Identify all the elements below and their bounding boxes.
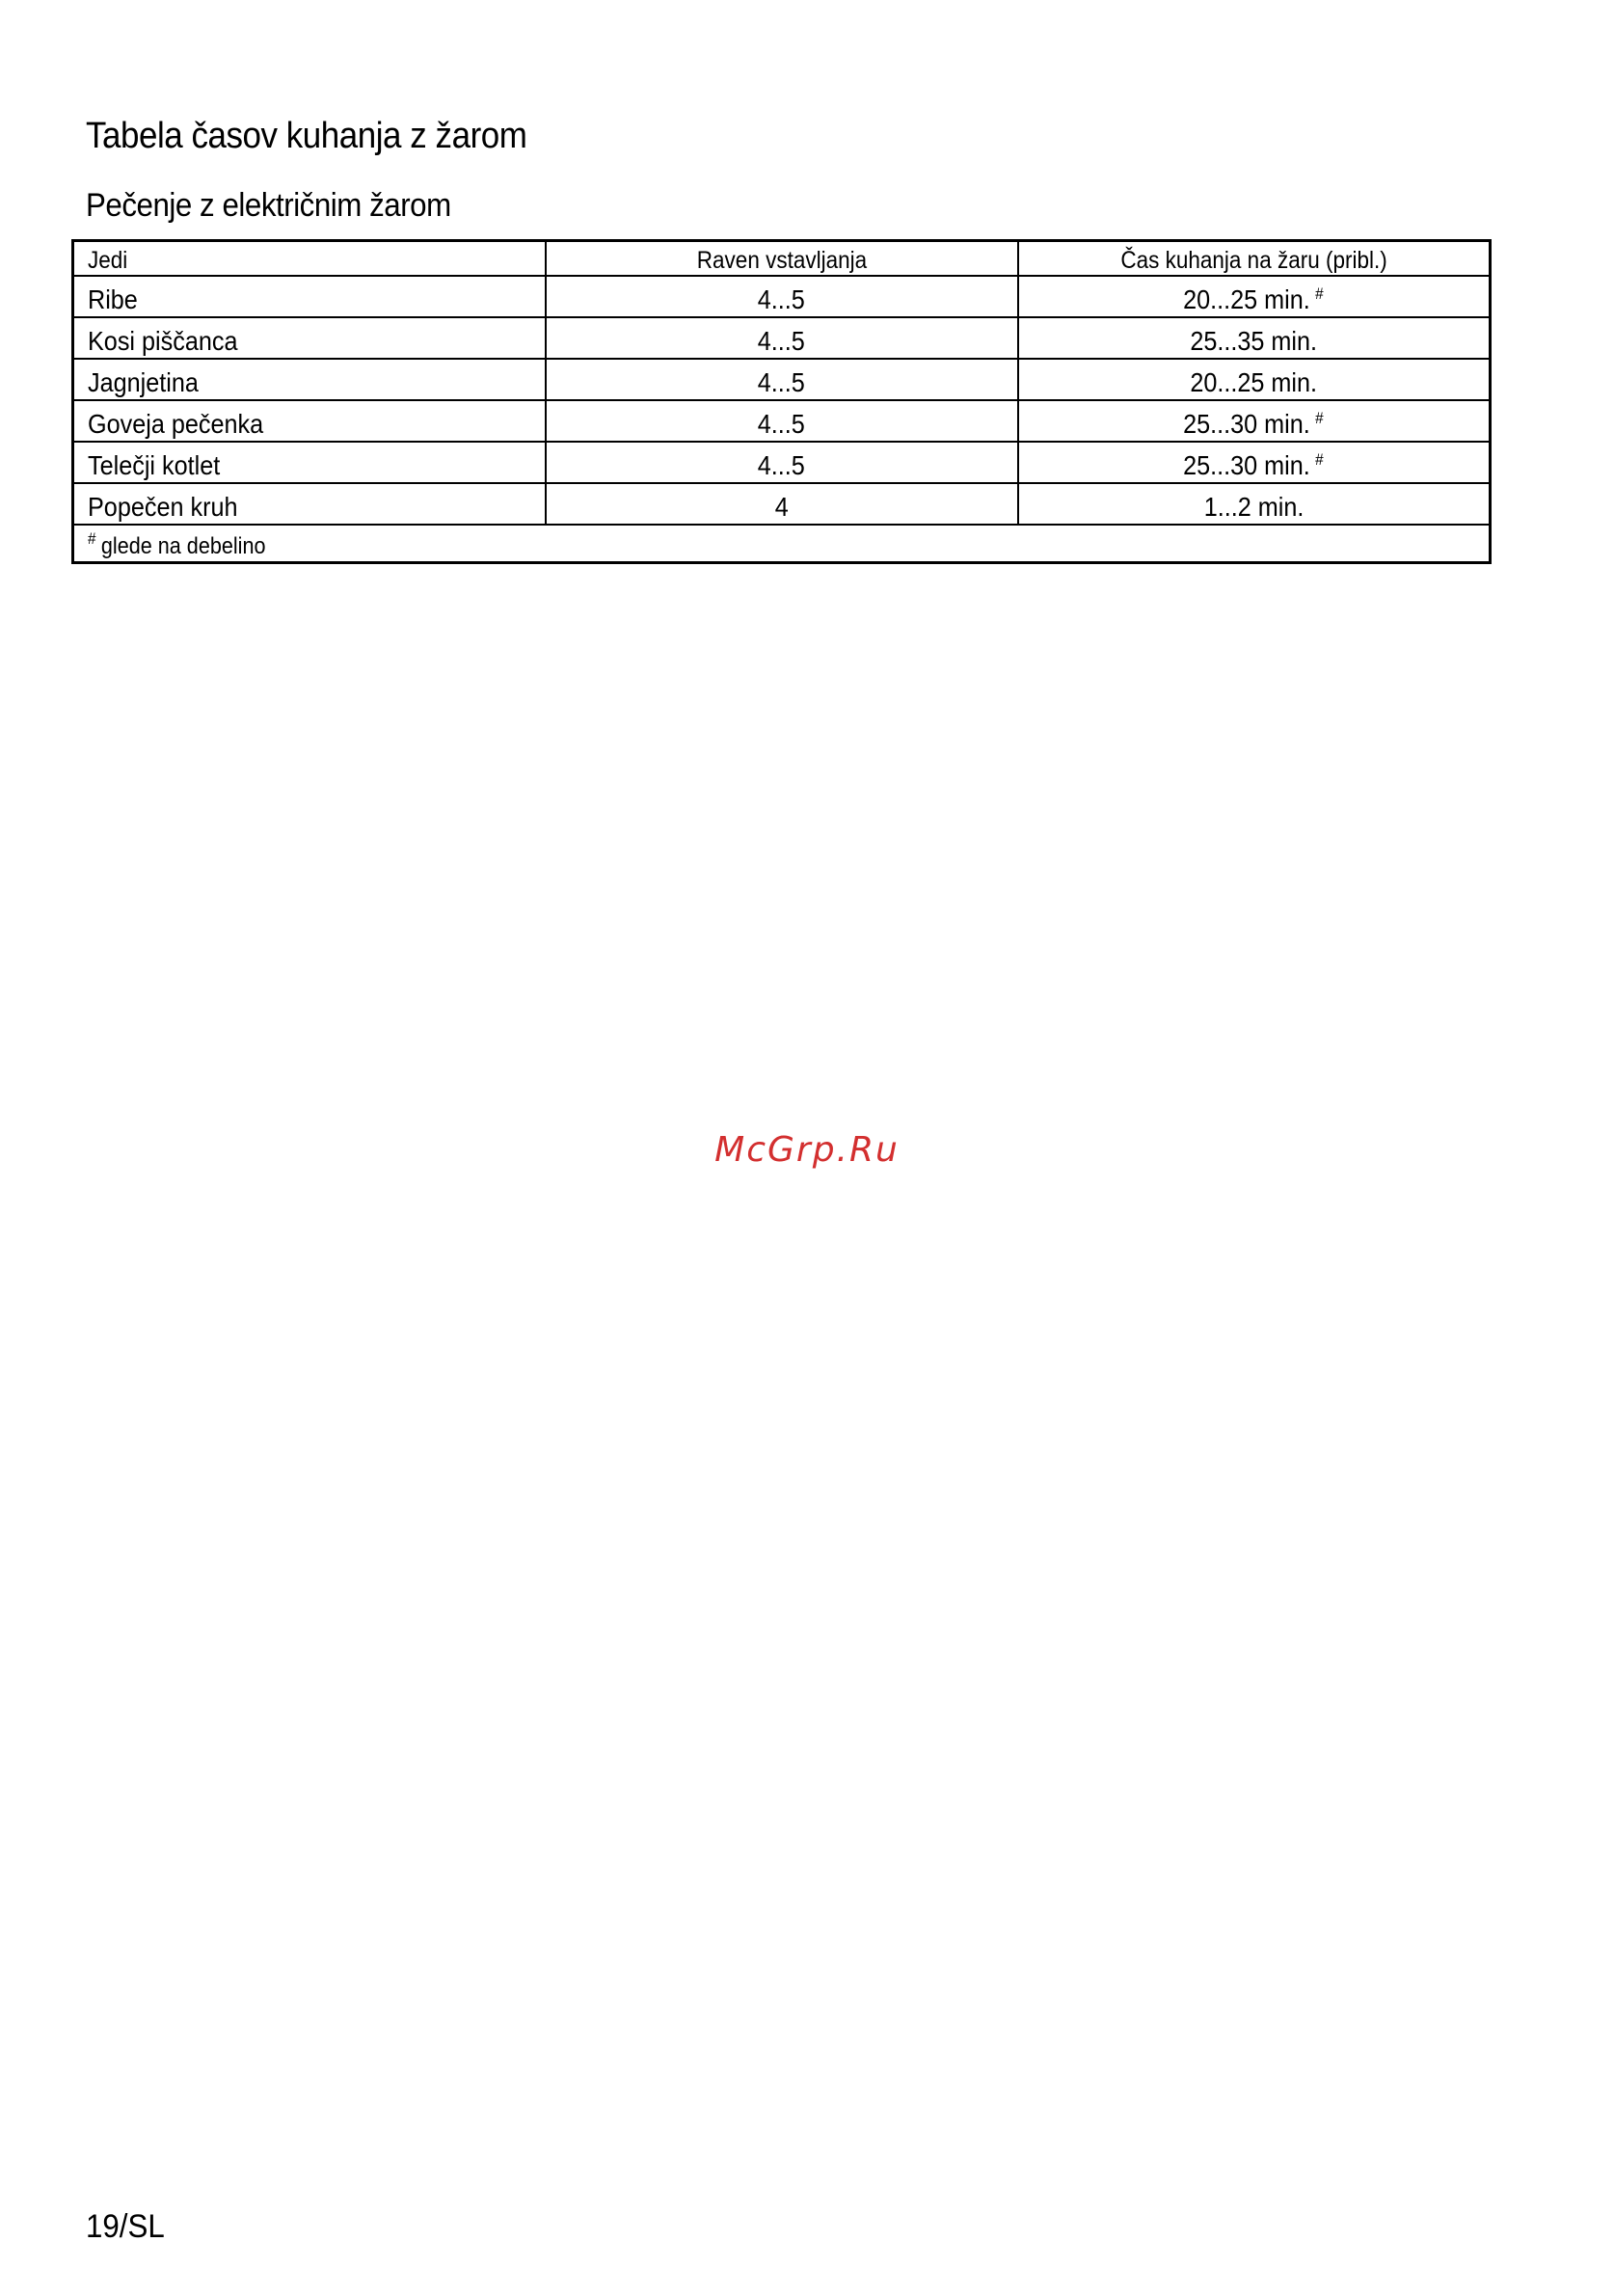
dish-cell: Telečji kotlet (73, 442, 546, 483)
section-title: Pečenje z električnim žarom (86, 187, 451, 224)
table-row (73, 442, 1491, 483)
table-row (73, 317, 1491, 359)
level-cell: 4...5 (546, 400, 1018, 442)
footnote-mark: # (88, 529, 96, 548)
time-cell: 25...35 min. (1018, 317, 1491, 359)
footnote-text: glede na debelino (100, 533, 266, 559)
footnote-mark: # (1315, 409, 1325, 427)
footnote-mark: # (1315, 284, 1325, 303)
time-cell: 25...30 min. # (1018, 442, 1491, 483)
dish-cell: Goveja pečenka (73, 400, 546, 442)
footnote-mark: # (1315, 450, 1325, 469)
dish-cell: Ribe (73, 276, 546, 317)
watermark: McGrp.Ru (714, 1130, 900, 1170)
level-cell: 4...5 (546, 442, 1018, 483)
time-cell: 1...2 min. (1018, 483, 1491, 525)
dish-cell: Kosi piščanca (73, 317, 546, 359)
column-header-shelf-level: Raven vstavljanja (546, 241, 1018, 277)
table-row (73, 276, 1491, 317)
column-header-grill-time: Čas kuhanja na žaru (pribl.) (1018, 241, 1491, 277)
page-number: 19/SL (86, 2208, 165, 2245)
time-cell: 25...30 min. # (1018, 400, 1491, 442)
column-header-dishes: Jedi (73, 241, 546, 277)
table-row (73, 483, 1491, 525)
grill-times-table (71, 239, 1492, 564)
time-cell: 20...25 min. (1018, 359, 1491, 400)
level-cell: 4...5 (546, 317, 1018, 359)
dish-cell: Jagnjetina (73, 359, 546, 400)
table-footnote (73, 525, 1491, 563)
table-row (73, 400, 1491, 442)
time-cell: 20...25 min. # (1018, 276, 1491, 317)
level-cell: 4...5 (546, 276, 1018, 317)
table-footnote-row (73, 525, 1491, 563)
table-row (73, 359, 1491, 400)
table-header-row (73, 241, 1491, 277)
page-title: Tabela časov kuhanja z žarom (86, 116, 527, 156)
dish-cell: Popečen kruh (73, 483, 546, 525)
level-cell: 4 (546, 483, 1018, 525)
level-cell: 4...5 (546, 359, 1018, 400)
